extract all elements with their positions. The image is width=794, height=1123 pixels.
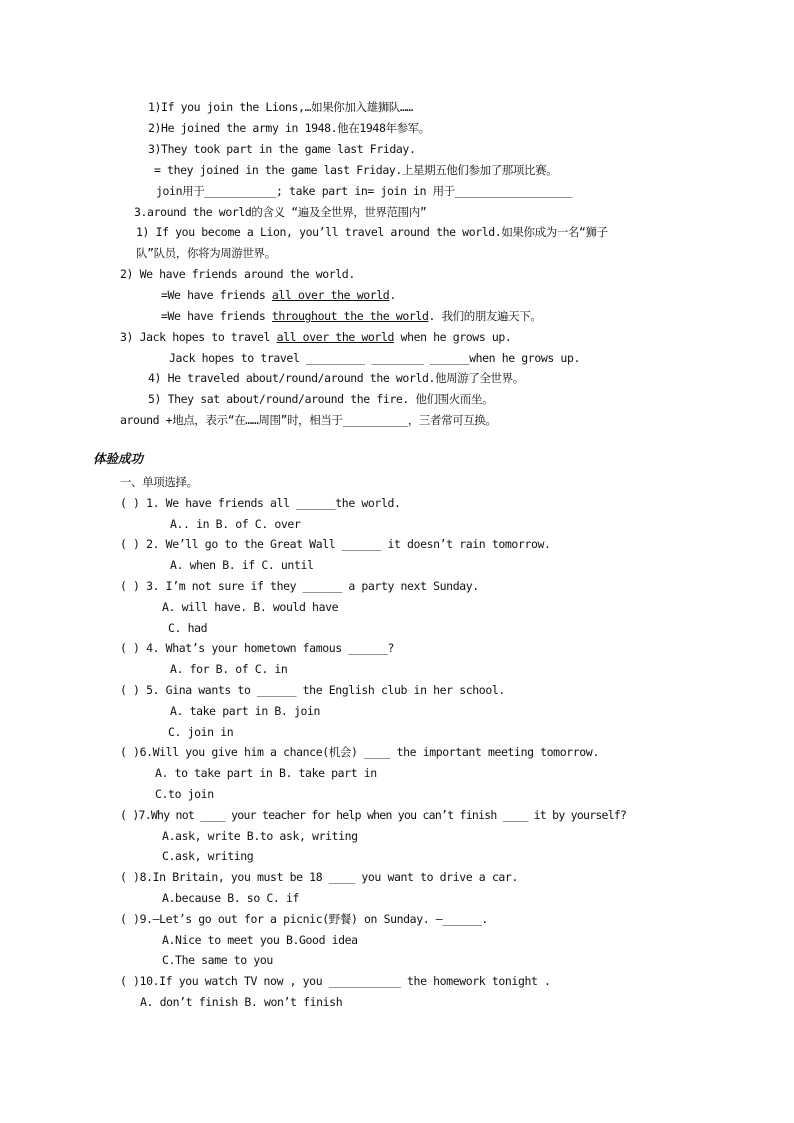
question-options: A. don’t finish B. won’t finish bbox=[140, 995, 343, 1009]
around-example-1a: 1) If you become a Lion, you’ll travel around the world.如果你成为一名“狮子 bbox=[136, 225, 608, 239]
join-example-2: 2)He joined the army in 1948.他在1948年参军。 bbox=[148, 121, 430, 135]
question-options: C. join in bbox=[168, 725, 234, 739]
question-stem: ( )10.If you watch TV now , you ___________ the homework tonight . bbox=[120, 974, 551, 988]
join-example-1: 1)If you join the Lions,…如果你加入雄狮队…… bbox=[148, 100, 413, 114]
around-note: around +地点，表示“在……周围”时，相当于__________，三者常可互换。 bbox=[120, 413, 497, 427]
question-stem: ( ) 4. What’s your hometown famous ______? bbox=[120, 641, 394, 655]
underlined-phrase: throughout the the world bbox=[271, 309, 429, 323]
around-example-2: 2) We have friends around the world. bbox=[120, 267, 355, 281]
question-stem: ( ) 3. I’m not sure if they ______ a party next Sunday. bbox=[120, 579, 479, 593]
question-options: A. to take part in B. take part in bbox=[155, 766, 377, 780]
question-options: A.Nice to meet you B.Good idea bbox=[162, 933, 358, 947]
question-options: C.ask, writing bbox=[162, 849, 254, 863]
text-segment: . bbox=[389, 288, 396, 302]
question-stem: ( )8.In Britain, you must be 18 ____ you want to drive a car. bbox=[120, 870, 518, 884]
question-stem: ( ) 2. We’ll go to the Great Wall ______ it doesn’t rain tomorrow. bbox=[120, 537, 551, 551]
question-options: A. when B. if C. until bbox=[170, 558, 314, 572]
section-title: 体验成功 bbox=[93, 451, 144, 466]
part-title: 一、单项选择。 bbox=[120, 475, 198, 489]
question-stem: ( )7.Why not ____ your teacher for help when you can’t finish ____ it by yourself? bbox=[120, 808, 627, 822]
question-options: A. take part in B. join bbox=[170, 704, 321, 718]
underlined-phrase: all over the world bbox=[276, 330, 395, 344]
question-stem: ( )6.Will you give him a chance(机会) ____ the important meeting tomorrow. bbox=[120, 745, 599, 759]
join-usage-note: join用于___________; take part in= join in 用于__________________ bbox=[156, 184, 573, 198]
question-options: A. for B. of C. in bbox=[170, 662, 288, 676]
question-options: A.. in B. of C. over bbox=[170, 517, 301, 531]
join-example-3: 3)They took part in the game last Friday. bbox=[148, 142, 416, 156]
question-stem: ( ) 1. We have friends all ______the world. bbox=[120, 496, 401, 510]
text-segment: when he grows up. bbox=[394, 330, 512, 344]
around-example-2b bbox=[161, 309, 541, 323]
question-options: A.because B. so C. if bbox=[162, 891, 299, 905]
around-heading: 3.around the world的含义 “遍及全世界，世界范围内” bbox=[134, 205, 427, 219]
around-example-4: 4) He traveled about/round/around the world.他周游了全世界。 bbox=[148, 371, 524, 385]
question-stem: ( ) 5. Gina wants to ______ the English club in her school. bbox=[120, 683, 505, 697]
question-options: C. had bbox=[168, 621, 208, 635]
around-example-3-blank: Jack hopes to travel _________ ________ ______when he grows up. bbox=[169, 351, 580, 365]
around-example-5: 5) They sat about/round/around the fire. 他们围火而坐。 bbox=[148, 392, 494, 406]
question-options: A.ask, write B.to ask, writing bbox=[162, 829, 358, 843]
text-segment: 3) Jack hopes to travel bbox=[120, 330, 277, 344]
join-example-3-equivalent: = they joined in the game last Friday.上星期五他们参加了那项比赛。 bbox=[154, 163, 558, 177]
around-example-3 bbox=[120, 330, 511, 344]
question-options: A. will have. B. would have bbox=[162, 600, 339, 614]
underlined-phrase: all over the world bbox=[271, 288, 390, 302]
question-options: C.to join bbox=[155, 787, 214, 801]
question-stem: ( )9.—Let’s go out for a picnic(野餐) on Sunday. —______. bbox=[120, 912, 488, 926]
around-example-1b: 队”队员，你将为周游世界。 bbox=[136, 246, 276, 260]
text-segment: . 我们的朋友遍天下。 bbox=[428, 309, 542, 323]
text-segment: =We have friends bbox=[161, 309, 272, 323]
around-example-2a bbox=[161, 288, 396, 302]
question-options: C.The same to you bbox=[162, 953, 273, 967]
text-segment: =We have friends bbox=[161, 288, 272, 302]
